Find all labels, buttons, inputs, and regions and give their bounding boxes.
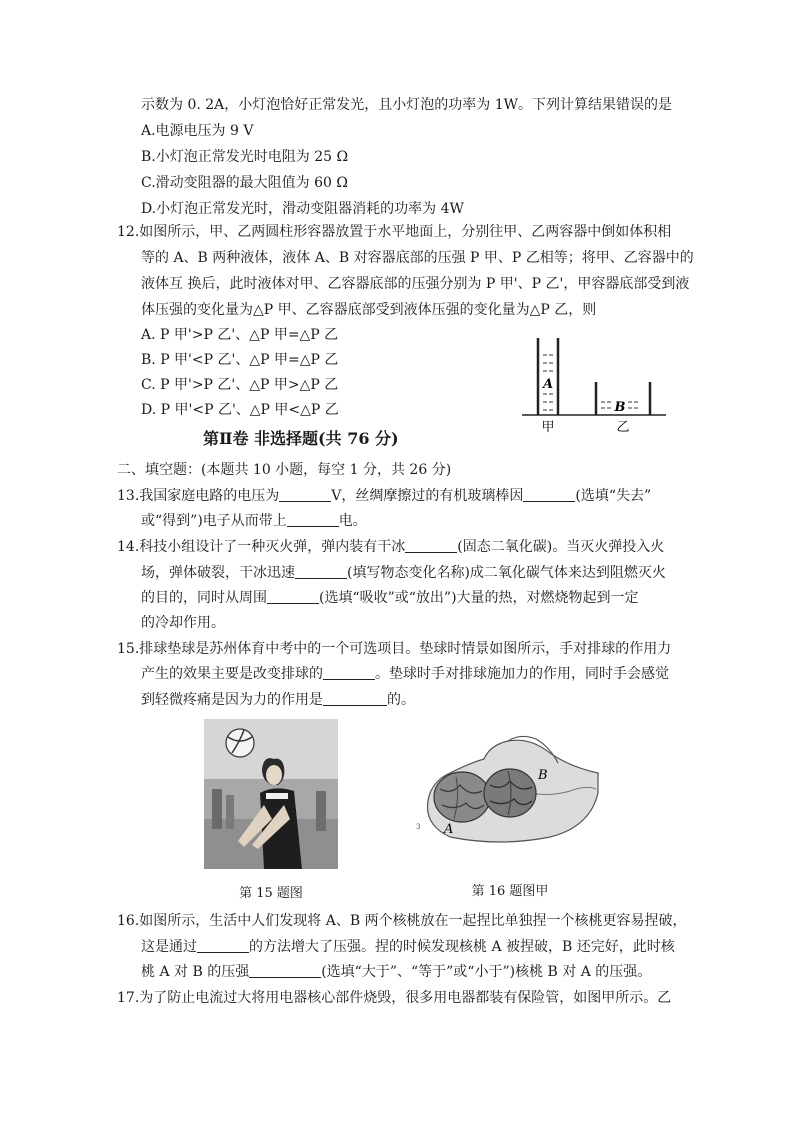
q16-line-2: 这是通过 的方法增大了压强。捏的时候发现核桃 A 被捏破，B 还完好，此时核 [141, 939, 675, 955]
q12-stem-line-4: 体压强的变化量为△P 甲、乙容器底部受到液体压强的变化量为△P 乙，则 [141, 302, 597, 318]
q16-blank-1[interactable] [197, 938, 249, 953]
fig15-caption: 第 15 题图 [239, 886, 303, 901]
q15-line-1: 15.排球垫球是苏州体育中考中的一个可选项目。垫球时情景如图所示，手对排球的作用力 [117, 641, 672, 657]
q14-blank-2[interactable] [295, 564, 347, 579]
q15-line-3: 到轻微疼痛是因为力的作用是 的。 [141, 692, 415, 708]
q14-line-1: 14.科技小组设计了一种灭火弹，弹内装有干冰 (固态二氧化碳)。当灭火弹投入火 [117, 539, 665, 555]
q12-option-b: B. P 甲'<P 乙'、△P 甲=△P 乙 [141, 352, 339, 368]
q16-line-3: 桃 A 对 B 的压强 (选填“大于”、“等于”或“小于”)核桃 B 对 A 的压强。 [141, 964, 652, 980]
fig16-walnuts-photo [410, 733, 600, 848]
q15-blank-1[interactable] [323, 665, 375, 680]
fig15-volleyball-photo [204, 719, 338, 869]
q15-line-2: 产生的效果主要是改变排球的 。垫球时手对排球施加力的作用，同时手会感觉 [141, 666, 669, 682]
q14-blank-1[interactable] [405, 538, 457, 553]
q12-stem-line-2: 等的 A、B 两种液体，液体 A、B 对容器底部的压强 P 甲、P 乙相等；将甲、乙容器中的 [141, 250, 694, 266]
q12-stem-line-1: 12.如图所示，甲、乙两圆柱形容器放置于水平地面上，分别往甲、乙两容器中倒如体积相 [117, 224, 672, 240]
container-jia [538, 338, 558, 415]
walnut-a-label: A [444, 822, 454, 837]
walnut-b-label: B [538, 768, 548, 783]
q11-option-d: D.小灯泡正常发光时，滑动变阻器消耗的功率为 4W [141, 201, 464, 217]
q15-blank-2[interactable] [323, 691, 387, 706]
q12-option-d: D. P 甲'<P 乙'、△P 甲<△P 乙 [141, 402, 339, 418]
q11-option-c: C.滑动变阻器的最大阻值为 60 Ω [141, 175, 348, 191]
q14-line-3: 的目的，同时从周围 (选填“吸收”或“放出”)大量的热，对燃烧物起到一定 [141, 590, 639, 606]
q14-line-4: 的冷却作用。 [141, 615, 225, 631]
q12-container-figure [518, 330, 668, 435]
walnut-b [484, 769, 536, 817]
volleyball-icon [226, 729, 254, 757]
q13-blank-3[interactable] [287, 512, 339, 527]
q11-option-b: B.小灯泡正常发光时电阻为 25 Ω [141, 149, 349, 165]
q12-option-a: A. P 甲'>P 乙'、△P 甲=△P 乙 [141, 327, 339, 343]
fig16-mark: 3 [416, 823, 421, 831]
q12-stem-line-3: 液体互 换后，此时液体对甲、乙容器底部的压强分别为 P 甲'、P 乙'，甲容器底部受到液 [141, 276, 690, 292]
container-yi [596, 382, 650, 415]
q16-line-1: 16.如图所示，生活中人们发现将 A、B 两个核桃放在一起捏比单独捏一个核桃更容易捏破， [117, 913, 687, 929]
q17-line-1: 17.为了防止电流过大将用电器核心部件烧毁，很多用电器都装有保险管，如图甲所示。乙 [117, 990, 672, 1006]
q13-blank-2[interactable] [523, 487, 575, 502]
q13-line-2: 或“得到”)电子从而带上 电。 [141, 513, 367, 529]
section-2-title: 第Ⅱ卷 非选择题(共 76 分) [203, 429, 399, 448]
label-yi: 乙 [616, 420, 630, 435]
q11-stem-cont: 示数为 0. 2A，小灯泡恰好正常发光，且小灯泡的功率为 1W。下列计算结果错误的是 [141, 97, 673, 113]
label-jia: 甲 [541, 420, 555, 435]
q12-option-c: C. P 甲'>P 乙'、△P 甲>△P 乙 [141, 377, 339, 393]
q14-blank-3[interactable] [267, 589, 319, 604]
q11-option-a: A.电源电压为 9 V [141, 123, 254, 139]
q14-line-2: 场，弹体破裂，干冰迅速 (填写物态变化名称)成二氧化碳气体来达到阻燃灭火 [141, 565, 666, 581]
liquid-a-label: A [542, 377, 554, 392]
section-2-subtitle: 二、填空题：(本题共 10 小题，每空 1 分，共 26 分) [117, 462, 452, 478]
q13-line-1: 13.我国家庭电路的电压为 V，丝绸摩擦过的有机玻璃棒因 (选填“失去” [117, 488, 652, 504]
q16-blank-2[interactable] [249, 963, 321, 978]
q13-blank-1[interactable] [279, 487, 331, 502]
liquid-b-label: B [614, 400, 626, 415]
walnut-a [434, 772, 490, 822]
fig16-caption: 第 16 题图甲 [471, 884, 549, 899]
